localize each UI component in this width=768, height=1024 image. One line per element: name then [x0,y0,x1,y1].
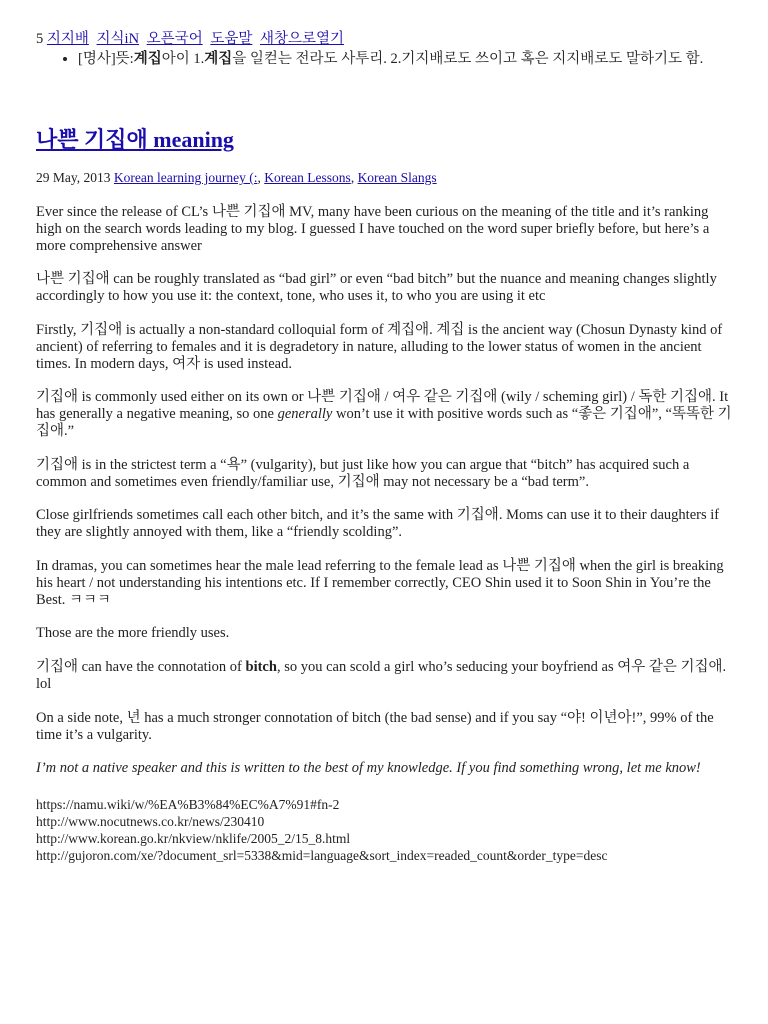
source-link: http://www.korean.go.kr/nkview/nklife/2005_2/15_8.html [36,831,351,847]
paragraph-origin: Firstly, 기집애 is actually a non-standard colloquial form of 계집애. 계집 is the ancient way (Chosun Dynasty kind of ancient) of referring to females and it is degradetory in nature, alluding to the lower status of women in the ancient times. In modern days, 여자 is used instead. [36,321,723,372]
post-title [36,127,732,153]
source-links [36,796,732,864]
paragraph-connotation [36,659,732,693]
definition-pos: [명사] [78,51,116,67]
paragraph-vulgarity: 기집애 is in the strictest term a “욕” (vulgarity), but just like how you can argue that “bitch” has acquired such a common and sometimes even friendly/familiar use, 기집애 may not necessary be a “bad term”. [36,456,690,490]
paragraph-disclaimer [36,760,732,777]
paragraph-usage-b: won’t use it with positive words such as “좋은 기집애”, “똑똑한 기집애.” [36,406,732,439]
paragraph-friendly-uses: Those are the more friendly uses. [36,625,230,642]
paragraph-usage-emphasis: generally [277,406,333,423]
post-meta: 29 May, 2013 Korean learning journey (:, Korean Lessons, Korean Slangs [36,170,437,185]
page [36,31,732,864]
link-help[interactable]: 도움말 [210,31,253,47]
definition-item [78,51,732,68]
post-body [36,204,732,777]
definition-bold-2: 계집 [204,51,233,67]
category-link-korean-slangs[interactable]: Korean Slangs [357,170,437,185]
link-open-dictionary[interactable]: 오픈국어 [146,31,203,47]
paragraph-usage [36,389,732,439]
paragraph-intro: Ever since the release of CL’s 나쁜 기집애 MV, many have been curious on the meaning of the title and it’s ranking high on the search words leading to my blog. I guessed I have touched on the word super briefly before, but here’s a more comprehensive answer [36,204,710,254]
definition-bold-1: 계집 [133,51,162,67]
dictionary-nav [36,31,732,48]
paragraph-usage-a: 기집애 is commonly used either on its own or 나쁜 기집애 / 여우 같은 기집애 (wily / scheming girl) / 독한 기집애. It has generally a negative meaning, so one [36,389,729,423]
paragraph-connotation-a: 기집애 can have the connotation of [36,659,246,676]
category-link-korean-lessons[interactable]: Korean Lessons [264,170,351,185]
paragraph-friends: Close girlfriends sometimes call each other bitch, and it’s the same with 기집애. Moms can use it to their daughters if they are slightly annoyed with them, like a “friendly scolding”. [36,507,720,541]
definition-mid: 아이 1. [161,51,205,67]
paragraph-connotation-b: , so you can scold a girl who’s seducing your boyfriend as 여우 같은 기집애. lol [36,659,727,692]
paragraph-translation: 나쁜 기집애 can be roughly translated as “bad girl” or even “bad bitch” but the nuance and meaning changes slightly accordingly to how you use it: the context, tone, who uses it, to who you are using it etc [36,271,717,305]
paragraph-connotation-bold: bitch [245,659,277,676]
link-open-new-window[interactable]: 새창으로열기 [259,31,345,47]
definition-list [36,51,732,68]
post-title-link[interactable]: 나쁜 기집애 meaning [36,127,234,152]
result-number: 5 [36,31,44,47]
link-jisik-in[interactable]: 지식iN [96,31,140,47]
source-link: http://www.nocutnews.co.kr/news/230410 [36,814,265,830]
disclaimer-text: I’m not a native speaker and this is written to the best of my knowledge. If you find something wrong, let me know! [36,760,701,777]
definition-prefix: 뜻: [115,51,134,67]
link-jijibae[interactable]: 지지배 [46,31,89,47]
category-link-learning-journey[interactable]: Korean learning journey (: [113,170,258,185]
post-date: 29 May, 2013 [36,170,111,185]
definition-rest: 을 일컫는 전라도 사투리. 2.기지배로도 쓰이고 혹은 지지배로도 말하기도 함. [232,51,704,67]
source-link: https://namu.wiki/w/%EA%B3%84%EC%A7%91#fn-2 [36,797,340,813]
paragraph-side-note: On a side note, 년 has a much stronger connotation of bitch (the bad sense) and if you say “야! 이년아!”, 99% of the time it’s a vulgarity. [36,709,714,743]
paragraph-dramas: In dramas, you can sometimes hear the male lead referring to the female lead as 나쁜 기집애 when the girl is breaking his heart / not understanding his intentions etc. If I remember correctly, CEO Shin used it to Soon Shin in You’re the Best. ㅋㅋㅋ [36,557,724,608]
source-link: http://gujoron.com/xe/?document_srl=5338&mid=language&sort_index=readed_count&order_type=desc [36,848,608,864]
